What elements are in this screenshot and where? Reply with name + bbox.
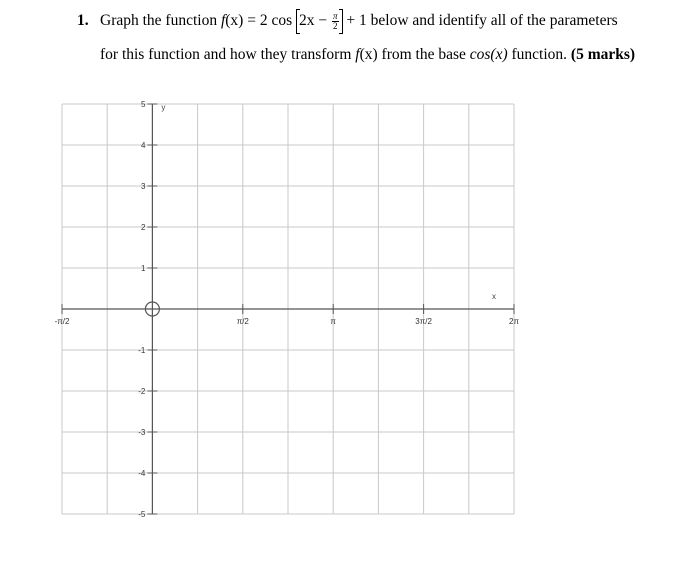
y-tick-label: -1 (138, 346, 146, 355)
question-number: 1. (77, 12, 89, 29)
y-tick-label: -4 (138, 469, 146, 478)
function-name: f (220, 12, 226, 30)
base-cos-function: cos(x) (469, 46, 508, 63)
function-argument: (x) (225, 12, 244, 30)
y-tick-label: 5 (140, 100, 146, 109)
x-tick-label: 3π/2 (415, 317, 432, 326)
x-tick-label: -π/2 (54, 317, 70, 326)
y-tick-label: 1 (140, 264, 146, 273)
x-tick-label: π (330, 317, 336, 326)
y-tick-label: 4 (140, 141, 146, 150)
line2-text-mid: from the base (377, 46, 470, 63)
x-tick-label: π/2 (236, 317, 249, 326)
y-tick-label: 2 (140, 223, 146, 232)
y-axis-name: y (161, 103, 166, 112)
question-text-start: Graph the function (100, 12, 221, 30)
y-tick-label: -5 (138, 510, 146, 519)
line2-function-name: f (355, 46, 360, 63)
y-tick-label: -2 (138, 387, 146, 396)
fraction-denominator: 2 (333, 21, 338, 31)
line2-text-end: function. (507, 46, 571, 63)
line2-function-argument: (x) (359, 46, 378, 63)
x-axis-name: x (492, 292, 496, 301)
x-tick-label: 2π (509, 317, 519, 326)
y-tick-label: 3 (140, 182, 146, 191)
y-tick-label: -3 (138, 428, 146, 437)
question-text-end: + 1 below and identify all of the parameters (342, 12, 618, 30)
equals-amplitude-cos: = 2 cos (243, 12, 296, 30)
fraction-numerator: π (333, 11, 338, 21)
inner-expression: 2x − (299, 12, 331, 30)
line2-text-start: for this function and how they transform (100, 46, 356, 63)
marks-label: (5 marks) (570, 46, 636, 63)
